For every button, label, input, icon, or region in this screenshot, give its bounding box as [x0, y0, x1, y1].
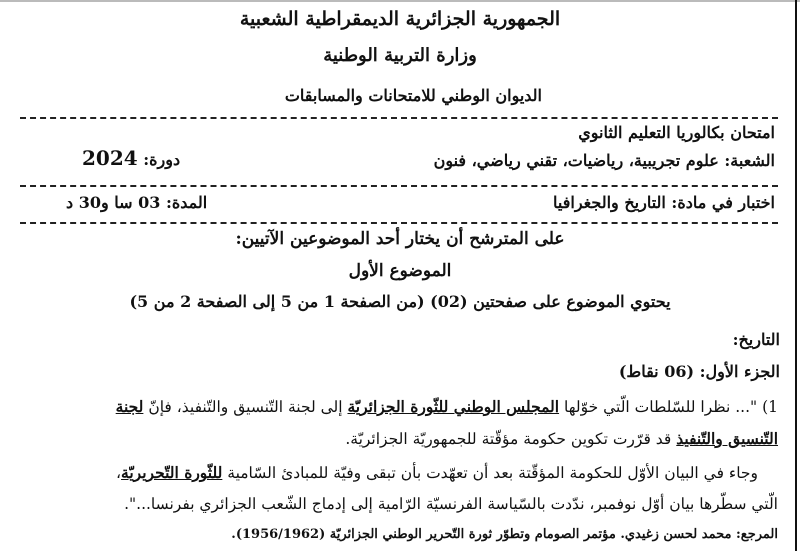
part-one: الجزء الأول: (06 نقاط): [618, 362, 780, 381]
instruction: على المترشح أن يختار أحد الموضوعين الآتيين:: [235, 229, 565, 249]
office-heading: الديوان الوطني للامتحانات والمسابقات: [284, 86, 542, 105]
republic-heading: الجمهورية الجزائرية الديمقراطية الشعبية: [239, 8, 561, 30]
duration: المدة: 03 سا و30 د: [66, 193, 208, 212]
quote-2a: التّنسيق والتّنفيذ: [676, 429, 778, 448]
section-history: التاريخ:: [732, 330, 780, 349]
top-border: [0, 0, 800, 2]
streams: الشعبة: علوم تجريبية، رياضيات، تقني رياضي، فنون: [433, 151, 775, 170]
exam-title: امتحان بكالوريا التعليم الثانوي: [578, 123, 775, 142]
quote-3c: ،: [116, 464, 122, 482]
quote-3a: وجاء في البيان الأوّل للحكومة المؤقّتة بعد أن تعهّدت بأن تبقى وفيّة للمبادئ السّامية: [222, 464, 758, 482]
quote-line-1: [116, 397, 778, 416]
subject-divider: [20, 222, 778, 224]
session-year: 2024: [82, 146, 138, 170]
ministry-heading: وزارة التربية الوطنية: [323, 45, 477, 66]
quote-1b: المجلس الوطني للثّورة الجزائريّة: [347, 397, 560, 416]
session-label: دورة:: [143, 150, 181, 169]
quote-1a: 1) "... نظرا للسّلطات الّتي خوّلها: [559, 398, 778, 416]
pages-note: يحتوي الموضوع على صفحتين (02) (من الصفحة 1 من 5 إلى الصفحة 2 من 5): [129, 292, 671, 311]
quote-line-2: [345, 429, 778, 448]
quote-1d: لجنة: [115, 397, 144, 416]
reference: المرجع: محمد لحسن زغيدي. مؤتمر الصومام وتطوّر ثورة التّحرير الوطني الجزائريّة (1956/1962).: [231, 527, 778, 542]
quote-3b: للثّورة التّحريريّة: [121, 463, 223, 482]
quote-2b: قد قرّرت تكوين حكومة مؤقّتة للجمهوريّة الجزائريّة.: [345, 430, 677, 448]
topic-title: الموضوع الأول: [348, 261, 452, 281]
info-divider: [20, 185, 778, 187]
subject: اختبار في مادة: التاريخ والجغرافيا: [553, 193, 775, 212]
session: [82, 146, 180, 170]
quote-1c: إلى لجنة التّنسيق والتّنفيذ، فإنّ: [143, 398, 348, 416]
quote-line-4: الّتي سطّرها بيان أوّل نوفمبر، ندّدت بالسّياسة الفرنسيّة الرّامية إلى إدماج الشّعب الجزائري بفرنسا...".: [124, 495, 778, 513]
header-divider: [20, 117, 778, 119]
quote-line-3: [116, 463, 758, 482]
